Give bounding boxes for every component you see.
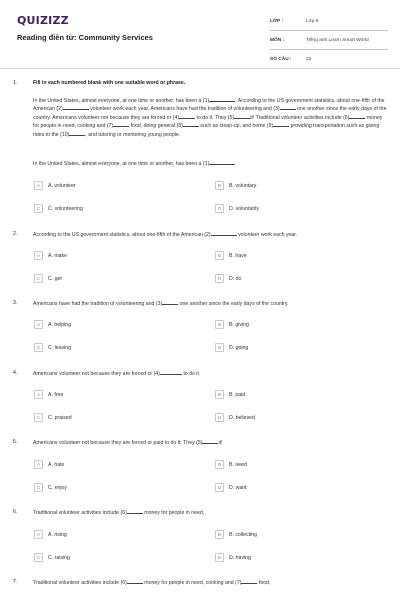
option-label: C. raising — [48, 554, 70, 561]
option-letter-box: D — [215, 483, 224, 492]
option-letter-box: D — [215, 553, 224, 562]
option-label: D. going — [229, 344, 249, 351]
option-c[interactable] — [34, 553, 70, 562]
worksheet-meta — [270, 12, 388, 69]
option-d[interactable] — [215, 483, 247, 492]
option-letter-box: A — [34, 251, 43, 260]
option-a[interactable] — [34, 251, 67, 260]
option-letter-box: B — [215, 251, 224, 260]
option-label: A. make — [48, 252, 68, 259]
answer-blank — [273, 122, 289, 127]
option-label: D. do — [229, 275, 242, 282]
question-number: 5. — [13, 439, 18, 445]
meta-row-count — [270, 50, 388, 69]
meta-value: Lớp 6 — [306, 18, 319, 24]
option-d[interactable] — [215, 553, 251, 562]
passage-seg: such as clean-up, and home (9) — [198, 123, 274, 130]
option-label: D. voluntarily — [229, 205, 259, 212]
option-label: A. rising — [48, 531, 67, 538]
passage-seg: volunteer work each year. Americans have had the tradition of volunteering and (3) — [88, 106, 280, 113]
quizizz-logo: QUIZIZZ — [17, 14, 69, 27]
answer-blank — [127, 579, 143, 584]
option-label: B. paid — [229, 391, 246, 398]
question-number: 7. — [13, 579, 18, 585]
meta-key: SỐ CÂU : — [270, 56, 292, 62]
option-label: B. have — [229, 252, 247, 259]
question-number: 1. — [13, 80, 18, 86]
answer-blank — [280, 105, 296, 110]
option-b[interactable] — [215, 530, 257, 539]
option-label: D. want — [229, 484, 247, 491]
answer-blank — [183, 122, 199, 127]
question-seg: money for people in need, cooking and (7) — [142, 580, 242, 586]
option-letter-box: C — [34, 343, 43, 352]
question-seg: Traditional volunteer activities include (6) — [33, 510, 127, 516]
question-seg: volunteer work each year. — [236, 232, 298, 238]
page-title: Reading điền từ: Community Services — [17, 33, 153, 42]
question-number: 3. — [13, 300, 18, 306]
passage-seg: one another since the early days of the country. Americans volunteer not because they are forced or (4) — [33, 106, 387, 121]
question-text — [33, 579, 388, 587]
option-letter-box: B — [215, 460, 224, 469]
answer-blank — [162, 300, 178, 305]
passage-seg: money for people in need, cooking and (7) — [33, 114, 383, 130]
passage-seg: providing transportation such as giving rides to the (10) — [33, 123, 380, 138]
answer-blank — [160, 370, 182, 375]
answer-blank — [69, 131, 85, 136]
option-a[interactable] — [34, 530, 67, 539]
answer-blank — [234, 114, 250, 119]
passage-seg: to do it. They (5) — [195, 114, 235, 121]
question-instruction: Fill in each numbered blank with one suitable word or phrase. — [33, 80, 186, 86]
option-letter-box: B — [215, 320, 224, 329]
option-d[interactable] — [215, 413, 255, 422]
option-label: B. voluntary — [229, 182, 257, 189]
question-number: 6. — [13, 509, 18, 515]
option-b[interactable] — [215, 181, 256, 190]
option-label: C. volunteering — [48, 205, 83, 212]
option-a[interactable] — [34, 320, 71, 329]
answer-blank — [127, 509, 143, 514]
question-seg: money for people in need, — [142, 510, 205, 516]
option-letter-box: B — [215, 181, 224, 190]
question-seg: In the United States, almost everyone, at one time or another, has been a (1) — [33, 161, 210, 167]
option-label: C. get — [48, 275, 62, 282]
option-letter-box: D — [215, 413, 224, 422]
question-seg: one another since the early days of the country. — [178, 301, 289, 307]
meta-key: LỚP : — [270, 18, 284, 24]
question-seg: Americans volunteer not because they are forced or paid to do it. They (5) — [33, 440, 203, 446]
option-label: C. leaving — [48, 344, 72, 351]
option-letter-box: B — [215, 390, 224, 399]
option-letter-box: A — [34, 460, 43, 469]
option-letter-box: C — [34, 274, 43, 283]
option-c[interactable] — [34, 483, 67, 492]
option-c[interactable] — [34, 413, 72, 422]
answer-blank — [63, 105, 89, 110]
option-letter-box: C — [34, 483, 43, 492]
answer-blank — [349, 114, 365, 119]
passage-seg: In the United States, almost everyone, at one time or another, has been a (1) — [33, 98, 210, 104]
question-text — [33, 509, 388, 517]
question-seg: to do it. — [181, 371, 201, 377]
option-letter-box: A — [34, 530, 43, 539]
option-d[interactable] — [215, 204, 259, 213]
option-label: B. need — [229, 461, 247, 468]
option-label: B. collecting — [229, 531, 257, 538]
option-label: A. free — [48, 391, 64, 398]
option-letter-box: C — [34, 553, 43, 562]
question-seg: Americans volunteer not because they are forced or (4) — [33, 371, 160, 377]
option-b[interactable] — [215, 251, 247, 260]
meta-row-subject — [270, 31, 388, 50]
option-letter-box: D — [215, 343, 224, 352]
option-label: C. praised — [48, 414, 72, 421]
answer-blank — [211, 231, 237, 236]
answer-blank — [179, 114, 195, 119]
option-d[interactable] — [215, 343, 248, 352]
option-letter-box: C — [34, 413, 43, 422]
option-label: A. helping — [48, 321, 72, 328]
question-text — [33, 160, 388, 168]
option-label: D. believed — [229, 414, 255, 421]
option-c[interactable] — [34, 204, 83, 213]
question-seg: Americans have had the tradition of volunteering and (3) — [33, 301, 163, 307]
question-text — [33, 370, 388, 378]
option-c[interactable] — [34, 343, 71, 352]
option-letter-box: A — [34, 320, 43, 329]
answer-blank — [241, 579, 257, 584]
option-a[interactable] — [34, 390, 63, 399]
option-c[interactable] — [34, 274, 62, 283]
option-letter-box: D — [215, 204, 224, 213]
meta-key: MÔN : — [270, 37, 285, 43]
header-divider — [0, 68, 400, 69]
passage-seg: it! Traditional volunteer activities include (6) — [250, 114, 350, 121]
answer-blank — [113, 122, 129, 127]
question-seg: Traditional volunteer activities include (6) — [33, 580, 127, 586]
option-d[interactable] — [215, 274, 241, 283]
passage-seg: , and tutoring or mentoring young people. — [85, 131, 181, 138]
option-label: D. having — [229, 554, 251, 561]
option-b[interactable] — [215, 320, 249, 329]
question-text — [33, 231, 388, 239]
meta-value: 22 — [306, 56, 312, 62]
option-a[interactable] — [34, 181, 76, 190]
question-text — [33, 300, 388, 308]
passage-text — [33, 97, 388, 139]
option-letter-box: C — [34, 204, 43, 213]
option-a[interactable] — [34, 460, 64, 469]
question-seg: According to the US government statistics, about one-fifth of the American (2) — [33, 232, 211, 238]
option-b[interactable] — [215, 390, 245, 399]
passage-seg: . According to the US government statistics, about one-fifth of the American (2) — [33, 98, 385, 113]
option-b[interactable] — [215, 460, 247, 469]
option-label: C. enjoy — [48, 484, 68, 491]
question-number: 4. — [13, 370, 18, 376]
meta-row-class — [270, 12, 388, 31]
option-label: A. volunteer — [48, 182, 76, 189]
option-letter-box: A — [34, 390, 43, 399]
option-label: A. hate — [48, 461, 65, 468]
answer-blank — [209, 160, 235, 165]
option-letter-box: D — [215, 274, 224, 283]
question-text — [33, 439, 388, 447]
option-letter-box: B — [215, 530, 224, 539]
question-seg: food, — [257, 580, 271, 586]
answer-blank — [209, 97, 235, 102]
answer-blank — [202, 439, 218, 444]
option-label: B. giving — [229, 321, 249, 328]
question-number: 2. — [13, 231, 18, 237]
passage-seg: food, doing general (8) — [129, 123, 183, 130]
meta-value: Tiếng anh Learn Smart World — [306, 37, 369, 43]
question-seg: it! — [218, 440, 223, 446]
option-letter-box: A — [34, 181, 43, 190]
